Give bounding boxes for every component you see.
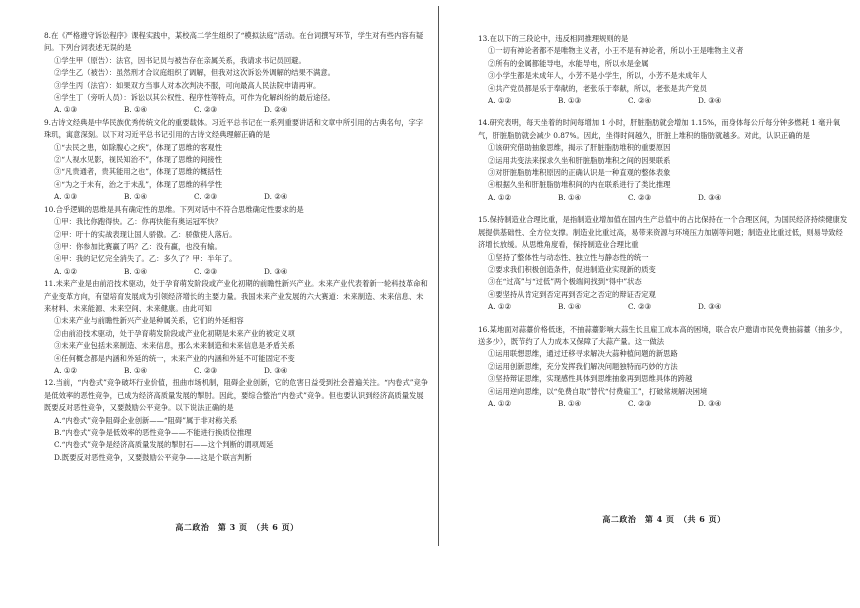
right-question-list bbox=[478, 33, 850, 410]
statement-option: ①运用联想思维，通过迁移寻求解决大蒜种植问题的新思路 bbox=[488, 349, 678, 359]
answer-choice: C. ②④ bbox=[628, 96, 652, 106]
page-divider bbox=[438, 6, 439, 546]
question-stem: 9.古诗文经典是中华民族优秀传统文化的重要载体。习近平总书记在一系列重要讲话和文章中所引用的古典名句，字字珠玑，寓意深刻。以下对习近平总书记引用的古诗文经典理解正确的是 bbox=[44, 117, 424, 140]
page-footer-right: 高二政治 第 4 页 （共 6 页） bbox=[602, 514, 726, 524]
answer-choice: B. ①④ bbox=[124, 365, 148, 375]
answer-choice: B. ①④ bbox=[124, 105, 148, 115]
statement-option: C.“内卷式”竞争是经济高质量发展的掣肘石——这个判断的谓项周延 bbox=[54, 440, 274, 450]
answer-choice: D. ③④ bbox=[698, 192, 722, 202]
statement-option: ①“去民之患，如除腹心之疾”，体现了思维的客观性 bbox=[54, 142, 222, 152]
answer-choice: D. ③④ bbox=[264, 266, 288, 276]
statement-option: A.“内卷式”竞争阻碍企业创新——“阻碍”属于非对称关系 bbox=[54, 415, 238, 425]
question-stem: 8.在《严格遵守诉讼程序》课程实践中，某校高二学生组织了“模拟法庭”活动。在台词撰写环节，学生对有些内容有疑问。下列台词表述无误的是 bbox=[44, 31, 424, 53]
answer-choice: C. ②③ bbox=[194, 266, 218, 276]
statement-option: B.“内卷式”竞争是低效率的恶性竞争——不能进行换质位推理 bbox=[54, 428, 252, 437]
answer-choice: A. ①③ bbox=[54, 192, 77, 202]
statement-option: ②由前沿技术驱动，处于孕育萌发阶段或产业化初期是未来产业的被定义项 bbox=[54, 328, 295, 338]
question-block bbox=[44, 278, 430, 377]
answer-choices bbox=[488, 398, 850, 410]
question-stem: 15.保持制造业合理比重，是指制造业增加值在国内生产总值中的占比保持在一个合理区间，为国民经济持续健康发展提供基础性、全方位支撑。制造业比重过高，易带来资源与环境压力加剧等问题；制造业比重过低，则易导致经济增长放缓。从思维角度看，保持制造业合理比重 bbox=[478, 215, 848, 250]
answer-choice: B. ①④ bbox=[558, 192, 582, 202]
statement-option: ①坚持了整体性与动态性、独立性与静态性的统一 bbox=[488, 252, 649, 262]
statement-option: ②甲：吁十的实战表现让国人骄傲。乙：骄傲使人落后。 bbox=[54, 229, 237, 239]
answer-choice: B. ①④ bbox=[558, 302, 582, 312]
statement-option: D.既要反对恶性竞争，又要鼓励公平竞争——这是个联言判断 bbox=[54, 452, 252, 462]
statement-option: ④学生丁（旁听人员）：诉讼以其公权性、程序性等特点，可作为化解纠纷的最后途径。 bbox=[54, 93, 335, 103]
answer-choice: B. ①③ bbox=[558, 96, 582, 106]
statement-option: ①甲：我比你跑得快。乙：你再快能有奥运冠军快？ bbox=[54, 217, 222, 227]
question-block bbox=[478, 214, 850, 313]
statement-option: ④甲：我的记忆完全消失了。乙：多久了？甲：半年了。 bbox=[54, 254, 237, 264]
question-block bbox=[44, 117, 430, 204]
answer-choice: D. ③④ bbox=[698, 398, 722, 408]
answer-choices bbox=[488, 192, 850, 204]
answer-choice: A. ①② bbox=[54, 266, 77, 276]
question-block bbox=[44, 377, 430, 464]
answer-choice: D. ③④ bbox=[698, 302, 722, 312]
answer-choice: D. ③④ bbox=[698, 96, 722, 106]
answer-choices bbox=[54, 104, 430, 116]
answer-choice: A. ①② bbox=[488, 398, 511, 408]
question-stem: 12.当前，“内卷式”竞争破坏行业价值，扭曲市场机制，阻碍企业创新，它的危害日益受到社会普遍关注。“内卷式”竞争是低效率的恶性竞争，已成为经济高质量发展的掣肘。因此，要综合整治“内卷式”竞争。但也要认识到经济高质量发展既要反对恶性竞争，又要鼓励公平竞争。以下说法正确的是 bbox=[44, 378, 429, 413]
answer-choice: C. ②③ bbox=[194, 105, 218, 115]
statement-option: ③小学生都是未成年人，小芳不是小学生，所以，小芳不是未成年人 bbox=[488, 71, 707, 81]
answer-choice: C. ②③ bbox=[628, 192, 652, 202]
statement-option: ④要坚持从肯定到否定再到否定之否定的辩证否定观 bbox=[488, 289, 656, 299]
answer-choice: A. ①② bbox=[488, 302, 511, 312]
statement-option: ④任何概念都是内涵和外延的统一，未来产业的内涵和外延不可能固定不变 bbox=[54, 353, 295, 363]
question-block bbox=[44, 30, 430, 117]
statement-option: ①该研究借助抽象思维，揭示了肝脏脂肪堆积的重要原因 bbox=[488, 143, 671, 153]
statement-option: ②运用创新思维，充分发挥我们解决问题独特而巧妙的方法 bbox=[488, 361, 678, 371]
answer-choice: B. ①④ bbox=[124, 192, 148, 202]
answer-choices bbox=[488, 95, 850, 107]
answer-choice: A. ①③ bbox=[54, 105, 77, 115]
answer-choice: D. ②④ bbox=[264, 192, 288, 202]
answer-choice: B. ①④ bbox=[558, 398, 582, 408]
answer-choice: B. ①④ bbox=[124, 266, 148, 276]
answer-choice: C. ②③ bbox=[628, 398, 652, 408]
statement-option: ②“人视水见影，视民知治不”，体现了思维的间接性 bbox=[54, 155, 222, 165]
left-question-list bbox=[44, 30, 430, 464]
statement-option: ②要求我们积极创造条件，促进制造业实现新的质变 bbox=[488, 264, 656, 274]
answer-choices bbox=[54, 266, 430, 278]
statement-option: ③未来产业包括未来制造、未来信息，那么未来制造和未来信息是矛盾关系 bbox=[54, 341, 295, 351]
answer-choice: A. ①② bbox=[488, 192, 511, 202]
statement-option: ①学生甲（原告）：法官，因书记员与被告存在亲属关系，我请求书记员回避。 bbox=[54, 55, 306, 65]
answer-choice: A. ①② bbox=[54, 365, 77, 375]
question-block bbox=[478, 324, 850, 411]
statement-option: ①一切有神论者都不是唯物主义者，小王不是有神论者，所以小王是唯物主义者 bbox=[488, 46, 744, 56]
answer-choices bbox=[488, 301, 850, 313]
question-block bbox=[44, 204, 430, 278]
question-stem: 10.合乎逻辑的思维是具有确定性的思维。下列对话中不符合思维确定性要求的是 bbox=[44, 204, 304, 214]
statement-option: ③在“过高”与“过低”两个极端间找到“得中”状态 bbox=[488, 277, 642, 287]
answer-choice: D. ②④ bbox=[264, 105, 288, 115]
statement-option: ④共产党员都是乐于奉献的，老张乐于奉献，所以，老张是共产党员 bbox=[488, 83, 707, 93]
question-block bbox=[478, 33, 850, 107]
question-stem: 14.研究表明，每天坐着的时间每增加 1 小时，肝脏脂肪就会增加 1.15%，而身体每公斤每分钟多燃耗 1 毫升氧气，肝脏脂肪就会减少 0.87%。因此，坐得时间越久，肝脏上堆积的脂肪就越多。对此，认识正确的是 bbox=[478, 118, 841, 140]
question-stem: 11.未来产业是由前沿技术驱动，处于孕育萌发阶段或产业化初期的前瞻性新兴产业。未来产业代表着新一轮科技革命和产业变革方向，有望培育发展成为引领经济增长的主要力量。我国未来产业发展的六大赛道：未来制造、未来信息、未来材料、未来能源、未来空间、未来健康。由此可知 bbox=[44, 279, 428, 313]
statement-option: ④运用逆向思维，以“免费自取”替代“付费雇工”，打破常规解决困境 bbox=[488, 386, 708, 396]
statement-option: ③“凡贵通者，贵其能用之也”，体现了思维的概括性 bbox=[54, 167, 222, 177]
answer-choices bbox=[54, 191, 430, 203]
statement-option: ④“为之于未有，治之于未乱”，体现了思维的科学性 bbox=[54, 179, 222, 189]
answer-choice: C. ②③ bbox=[628, 302, 652, 312]
answer-choice: C. ②③ bbox=[194, 365, 218, 375]
statement-option: ②学生乙（被告）：虽然刑才合议庭组织了调解，但我对这次诉讼外调解的结果不满意。 bbox=[54, 68, 335, 78]
answer-choice: A. ①② bbox=[488, 96, 511, 106]
question-stem: 16.某地面对蒜薹价格低迷，不抽蒜薹影响大蒜生长且雇工成本高的困境，联合农户邀请市民免费抽蒜薹（抽多少，送多少），既节约了人力成本又保障了大蒜产量。这一做法 bbox=[478, 324, 848, 346]
answer-choices bbox=[54, 365, 430, 377]
question-block bbox=[478, 117, 850, 204]
answer-choice: C. ②③ bbox=[194, 192, 218, 202]
statement-option: ③甲：你参加比赛赢了吗？乙：没有赢，也没有输。 bbox=[54, 241, 222, 251]
statement-option: ②运用共变法来探求久坐和肝脏脂肪堆积之间的因果联系 bbox=[488, 155, 671, 165]
answer-choice: D. ③④ bbox=[264, 365, 288, 375]
statement-option: ③对肝脏脂肪堆积原因的正确认识是一种直观的整体表象 bbox=[488, 168, 671, 178]
statement-option: ③学生丙（法官）：如果双方当事人对本次判决不服，可向最高人民法院申请再审。 bbox=[54, 80, 321, 90]
page-footer-left: 高二政治 第 3 页 （共 6 页） bbox=[175, 522, 299, 532]
statement-option: ①未来产业与前瞻性新兴产业是种属关系，它们的外延相容 bbox=[54, 316, 244, 326]
statement-option: ③坚持辩证思维，实现感性具体到思维抽象再到思维具体的跨越 bbox=[488, 374, 693, 384]
statement-option: ②所有的金属都能导电，水能导电，所以水是金属 bbox=[488, 58, 649, 68]
question-stem: 13.在以下的三段论中，违反相同推理规则的是 bbox=[478, 34, 629, 43]
statement-option: ④根据久坐和肝脏脂肪堆积间的内在联系进行了类比推理 bbox=[488, 180, 671, 190]
